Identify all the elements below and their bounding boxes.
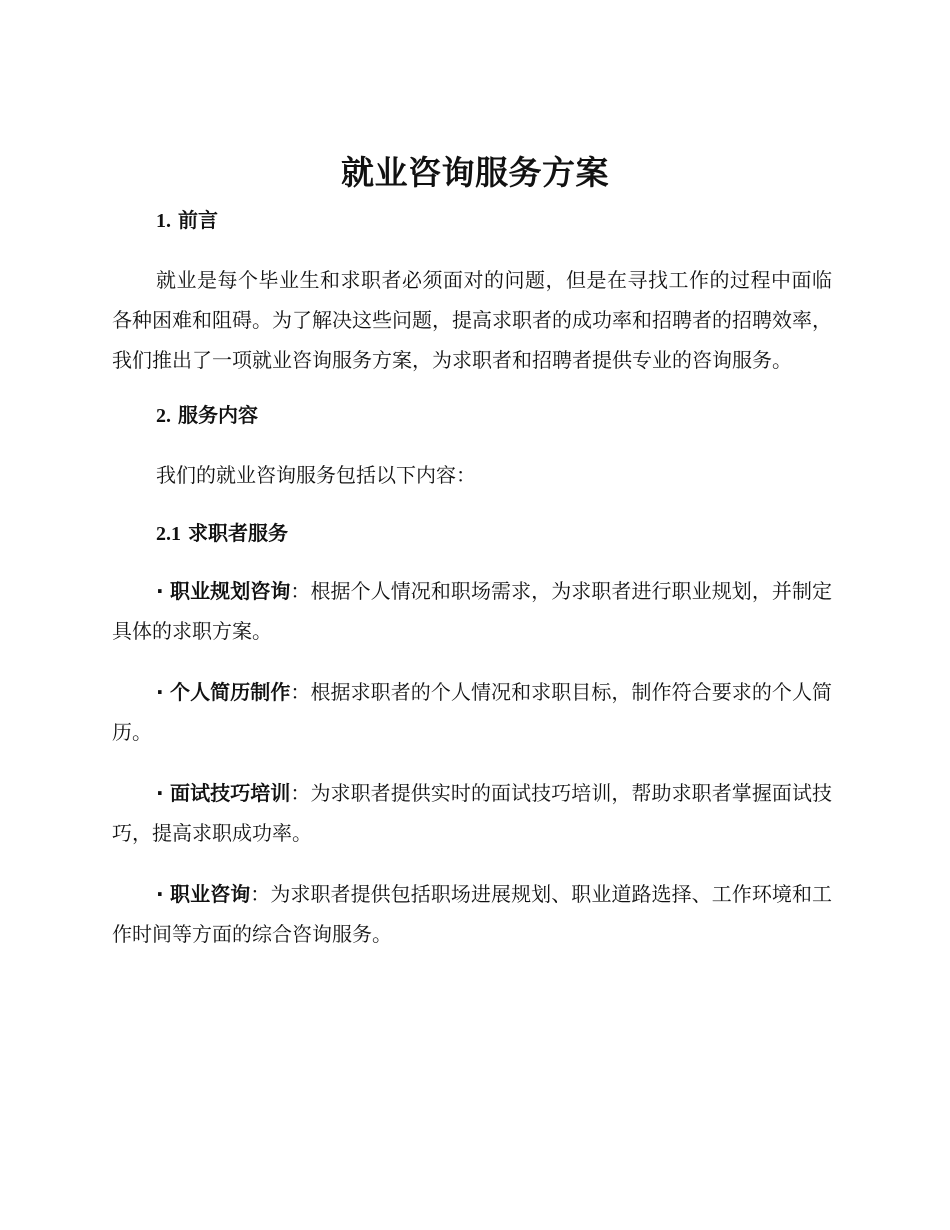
item-separator: ： xyxy=(290,680,311,704)
item-term: 职业咨询 xyxy=(170,882,251,906)
section-title: 服务内容 xyxy=(177,403,258,427)
bullet-icon: · xyxy=(156,882,164,906)
document-body xyxy=(112,204,832,954)
item-term: 面试技巧培训 xyxy=(170,781,291,805)
subsection-title: 求职者服务 xyxy=(187,521,288,545)
item-text: 根据个人情况和职场需求，为求职者进行职业规划，并制定具体的求职方案。 xyxy=(112,579,833,643)
item-term: 个人简历制作 xyxy=(170,680,291,704)
item-text: 根据求职者的个人情况和求职目标，制作符合要求的个人简历。 xyxy=(112,680,833,744)
subsection-number: 2.1 xyxy=(156,523,181,545)
subsection-heading-job-seeker-services xyxy=(112,517,832,550)
item-separator: ： xyxy=(290,579,311,603)
section-number: 2. xyxy=(156,405,171,427)
service-content-paragraph: 我们的就业咨询服务包括以下内容： xyxy=(156,463,476,487)
section-heading-preface xyxy=(112,204,832,237)
item-separator: ： xyxy=(250,882,271,906)
list-item xyxy=(112,874,832,954)
section-number: 1. xyxy=(156,210,171,232)
item-text: 为求职者提供实时的面试技巧培训，帮助求职者掌握面试技巧，提高求职成功率。 xyxy=(112,781,833,845)
document-title: 就业咨询服务方案 xyxy=(341,153,609,192)
item-term: 职业规划咨询 xyxy=(170,579,291,603)
item-text: 为求职者提供包括职场进展规划、职业道路选择、工作环境和工作时间等方面的综合咨询服务。 xyxy=(112,882,833,946)
section-heading-service-content xyxy=(112,399,832,432)
bullet-icon: · xyxy=(156,579,164,603)
preface-paragraph: 就业是每个毕业生和求职者必须面对的问题，但是在寻找工作的过程中面临各种困难和阻碍。为了解决这些问题，提高求职者的成功率和招聘者的招聘效率，我们推出了一项就业咨询服务方案，为求职者和招聘者提供专业的咨询服务。 xyxy=(112,268,832,372)
bullet-icon: · xyxy=(156,680,164,704)
list-item xyxy=(112,773,832,853)
bullet-icon: · xyxy=(156,781,164,805)
list-item xyxy=(112,571,832,651)
item-separator: ： xyxy=(290,781,311,805)
list-item xyxy=(112,672,832,752)
section-title: 前言 xyxy=(177,208,218,232)
